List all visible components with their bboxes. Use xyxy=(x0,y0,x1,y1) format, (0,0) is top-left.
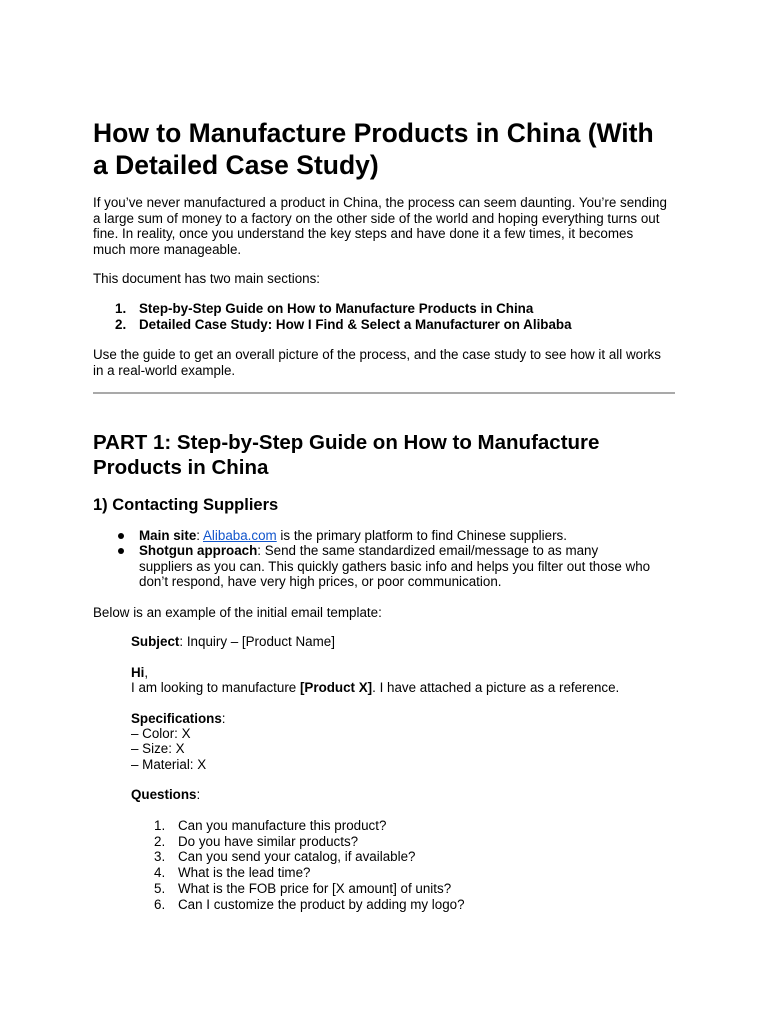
email-intro-paragraph: Below is an example of the initial email template: xyxy=(93,605,382,620)
list-number: 1. xyxy=(115,301,127,316)
spec-line: – Color: X xyxy=(131,726,191,741)
sections-list xyxy=(93,301,572,332)
bullet-label: Shotgun approach xyxy=(139,543,258,559)
body-text: . I have attached a picture as a reference. xyxy=(372,680,620,695)
questions-list xyxy=(131,818,631,912)
specifications-heading xyxy=(131,711,631,726)
subject-label: Subject xyxy=(131,634,180,649)
guide-note-paragraph: Use the guide to get an overall picture of the process, and the case study to see how it all works in a real-world example. xyxy=(93,347,661,378)
list-text: Can you manufacture this product? xyxy=(178,818,387,833)
bullet-text: is the primary platform to find Chinese suppliers. xyxy=(276,528,567,543)
list-item xyxy=(131,865,631,881)
spec-line: – Size: X xyxy=(131,741,185,757)
list-text: Can I customize the product by adding my logo? xyxy=(178,896,465,912)
supplier-bullets xyxy=(93,528,653,590)
questions-separator: : xyxy=(196,787,201,803)
list-number: 6. xyxy=(154,896,166,912)
list-item xyxy=(131,818,631,834)
greeting-separator: , xyxy=(144,664,149,680)
list-text: Step-by-Step Guide on How to Manufacture Products in China xyxy=(139,301,534,316)
list-number: 2. xyxy=(154,833,166,849)
list-item xyxy=(93,543,653,589)
list-number: 4. xyxy=(154,865,166,881)
subject-value: Inquiry – [Product Name] xyxy=(183,634,335,649)
list-number: 5. xyxy=(154,880,166,896)
email-greeting xyxy=(131,665,631,680)
document-title: How to Manufacture Products in China (With a Detailed Case Study) xyxy=(93,118,654,180)
contacting-suppliers-heading: 1) Contacting Suppliers xyxy=(93,496,279,514)
part1-heading: PART 1: Step-by-Step Guide on How to Manufacture Products in China xyxy=(93,431,600,479)
list-text: Detailed Case Study: How I Find & Select a Manufacturer on Alibaba xyxy=(139,316,572,332)
bullet-separator: : xyxy=(196,528,203,543)
bullet-icon xyxy=(118,548,124,554)
list-number: 3. xyxy=(154,849,166,865)
greeting-text: Hi xyxy=(131,664,145,680)
alibaba-link[interactable]: Alibaba.com xyxy=(203,528,277,543)
body-text: I am looking to manufacture xyxy=(131,680,300,695)
email-subject-line xyxy=(131,634,631,649)
list-item xyxy=(131,834,631,850)
specifications-separator: : xyxy=(221,710,226,726)
questions-label: Questions xyxy=(131,787,197,803)
list-item xyxy=(93,528,653,543)
list-item xyxy=(93,317,572,333)
bullet-icon xyxy=(118,533,124,539)
list-number: 2. xyxy=(115,316,127,332)
bullet-separator: : xyxy=(257,543,265,559)
bullet-label: Main site xyxy=(139,528,197,543)
intro-paragraph: If you’ve never manufactured a product in China, the process can seem daunting. You’re sending a large sum of money to a factory on the other side of the world and hoping everything turns out fine. In reality, once you understand the key steps and have done it a few times, it becomes much more manageable. xyxy=(93,195,667,258)
list-number: 1. xyxy=(154,818,166,833)
list-text: Do you have similar products? xyxy=(178,833,359,849)
list-text: What is the FOB price for [X amount] of units? xyxy=(178,880,452,896)
questions-heading xyxy=(131,787,631,802)
sections-intro: This document has two main sections: xyxy=(93,271,321,286)
spec-line: – Material: X xyxy=(131,756,207,772)
horizontal-divider xyxy=(93,392,675,394)
list-text: What is the lead time? xyxy=(178,865,311,881)
email-template xyxy=(131,634,631,912)
bullet-text: Send the same standardized email/message to as many suppliers as you can. This quickly gathers basic info and helps you filter out those who don’t respond, have very high prices, or poor communication. xyxy=(139,543,651,590)
list-text: Can you send your catalog, if available? xyxy=(178,849,416,865)
specifications-label: Specifications xyxy=(131,710,222,726)
email-body xyxy=(131,680,631,695)
list-item xyxy=(93,301,572,317)
list-item xyxy=(131,881,631,897)
subject-separator: : xyxy=(179,634,184,649)
list-item xyxy=(131,897,631,913)
list-item xyxy=(131,849,631,865)
product-placeholder: [Product X] xyxy=(299,680,373,695)
